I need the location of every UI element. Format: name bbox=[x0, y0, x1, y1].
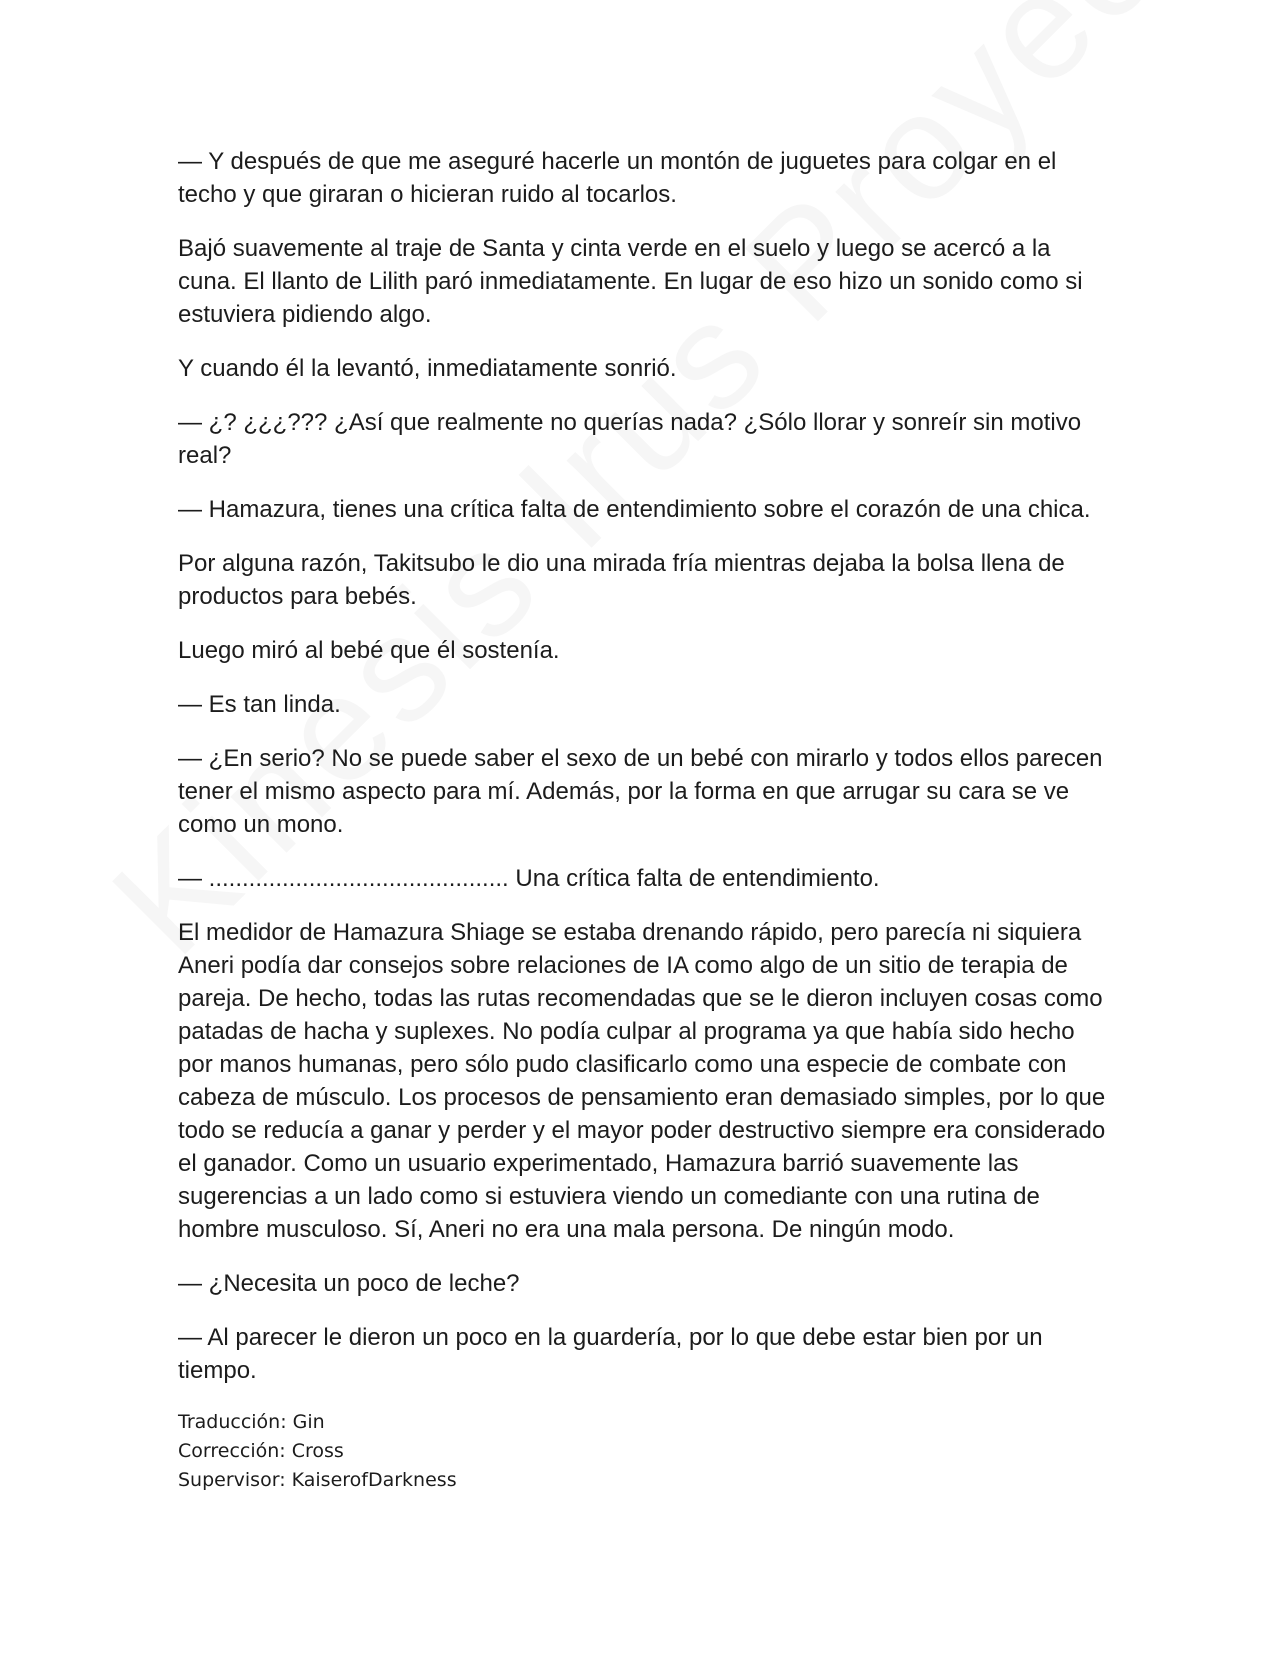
credit-correction: Corrección: Cross bbox=[178, 1440, 344, 1462]
credit-supervisor: Supervisor: KaiserofDarkness bbox=[178, 1469, 457, 1491]
credits bbox=[178, 1408, 1108, 1495]
paragraph: — ¿En serio? No se puede saber el sexo de un bebé con mirarlo y todos ellos parecen tener el mismo aspecto para mí. Además, por la forma en que arrugar su cara se ve como un mono. bbox=[178, 745, 1103, 838]
paragraph: — Hamazura, tienes una crítica falta de entendimiento sobre el corazón de una chica. bbox=[178, 496, 1091, 523]
paragraph: Y cuando él la levantó, inmediatamente sonrió. bbox=[178, 355, 677, 382]
paragraph: Luego miró al bebé que él sostenía. bbox=[178, 637, 560, 664]
paragraph: — ¿Necesita un poco de leche? bbox=[178, 1270, 520, 1297]
paragraph: — ............................................. Una crítica falta de entendimiento. bbox=[178, 865, 880, 892]
paragraph: — Es tan linda. bbox=[178, 691, 341, 718]
paragraph: El medidor de Hamazura Shiage se estaba drenando rápido, pero parecía ni siquiera Aneri podía dar consejos sobre relaciones de IA como algo de un sitio de terapia de pareja. De hecho, todas las rutas recomendadas que se le dieron incluyen cosas como patadas de hacha y suplexes. No podía culpar al programa ya que había sido hecho por manos humanas, pero sólo pudo clasificarlo como una especie de combate con cabeza de músculo. Los procesos de pensamiento eran demasiado simples, por lo que todo se reducía a ganar y perder y el mayor poder destructivo siempre era considerado el ganador. Como un usuario experimentado, Hamazura barrió suavemente las sugerencias a un lado como si estuviera viendo un comediante con una rutina de hombre musculoso. Sí, Aneri no era una mala persona. De ningún modo. bbox=[178, 919, 1106, 1243]
paragraph: — Y después de que me aseguré hacerle un montón de juguetes para colgar en el techo y que giraran o hicieran ruido al tocarlos. bbox=[178, 148, 1057, 208]
document-body bbox=[178, 145, 1108, 1495]
paragraph: Bajó suavemente al traje de Santa y cinta verde en el suelo y luego se acercó a la cuna. El llanto de Lilith paró inmediatamente. En lugar de eso hizo un sonido como si estuviera pidiendo algo. bbox=[178, 235, 1083, 328]
paragraph: — Al parecer le dieron un poco en la guardería, por lo que debe estar bien por un tiempo. bbox=[178, 1324, 1043, 1384]
paragraph: — ¿? ¿¿¿??? ¿Así que realmente no querías nada? ¿Sólo llorar y sonreír sin motivo real? bbox=[178, 409, 1082, 469]
credit-translation: Traducción: Gin bbox=[178, 1411, 325, 1433]
paragraph: Por alguna razón, Takitsubo le dio una mirada fría mientras dejaba la bolsa llena de productos para bebés. bbox=[178, 550, 1065, 610]
